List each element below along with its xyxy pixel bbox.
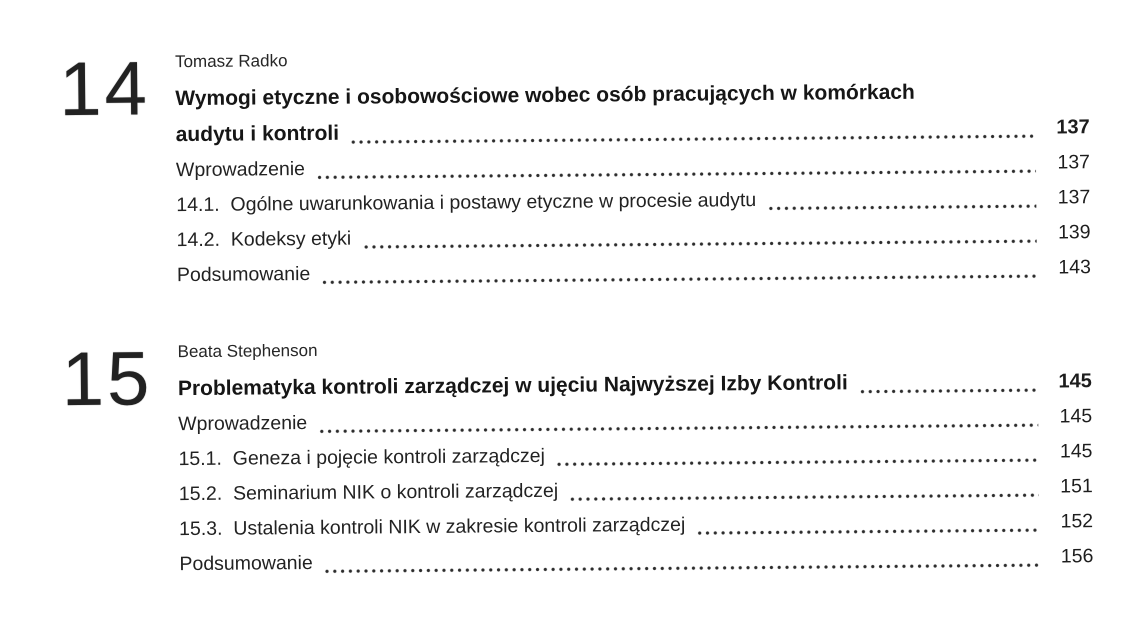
page-number: 139	[1057, 221, 1091, 244]
page-number: 145	[1059, 405, 1093, 428]
chapter-author: Beata Stephenson	[177, 340, 318, 362]
chapter-body	[177, 333, 1093, 582]
entry-label: 15.3. Ustalenia kontroli NIK w zakresie kontroli zarządczej	[179, 513, 686, 541]
page-number: 145	[1059, 440, 1093, 463]
entry-label: 14.1. Ogólne uwarunkowania i postawy etyczne w procesie audytu	[176, 189, 757, 217]
page-number: 145	[1058, 370, 1092, 393]
page-number: 137	[1057, 186, 1091, 209]
page-number: 152	[1060, 510, 1094, 533]
chapter-15-block	[61, 333, 1093, 583]
page-number: 151	[1060, 475, 1093, 498]
dot-leader	[319, 422, 1038, 435]
chapter-author: Tomasz Radko	[174, 51, 288, 72]
page-number: 156	[1060, 545, 1094, 568]
page-number: 143	[1058, 256, 1091, 279]
dot-leader	[317, 168, 1036, 181]
chapter-number: 15	[61, 336, 153, 423]
dot-leader	[768, 203, 1036, 212]
chapter-14-block	[59, 43, 1091, 294]
page-number: 137	[1056, 116, 1090, 139]
entry-label: Wprowadzenie	[178, 412, 308, 436]
entry-label: 14.2. Kodeksy etyki	[176, 227, 352, 252]
page-number: 137	[1057, 151, 1091, 174]
chapter-title-line-1: Wymogi etyczne i osobowościowe wobec osób pracujących w komórkach	[175, 80, 915, 111]
entry-label: 15.2. Seminarium NIK o kontroli zarządczej	[178, 479, 559, 506]
chapter-title-text: audytu i kontroli	[175, 121, 340, 147]
chapter-body	[175, 43, 1091, 293]
dot-leader	[351, 133, 1036, 146]
entry-label: Wprowadzenie	[175, 158, 306, 182]
dot-leader	[697, 527, 1039, 537]
dot-leader	[363, 238, 1037, 251]
chapter-title-text: Problematyka kontroli zarządczej w ujęciu Najwyższej Izby Kontroli	[177, 371, 848, 401]
dot-leader	[570, 492, 1039, 503]
dot-leader	[557, 457, 1039, 468]
entry-label: Podsumowanie	[179, 551, 313, 576]
dot-leader	[860, 387, 1038, 396]
entry-label: 15.1. Geneza i pojęcie kontroli zarządczej	[178, 444, 545, 471]
dot-leader	[322, 273, 1037, 286]
dot-leader	[325, 562, 1040, 575]
chapter-number: 14	[58, 46, 151, 133]
entry-label: Podsumowanie	[176, 262, 311, 287]
